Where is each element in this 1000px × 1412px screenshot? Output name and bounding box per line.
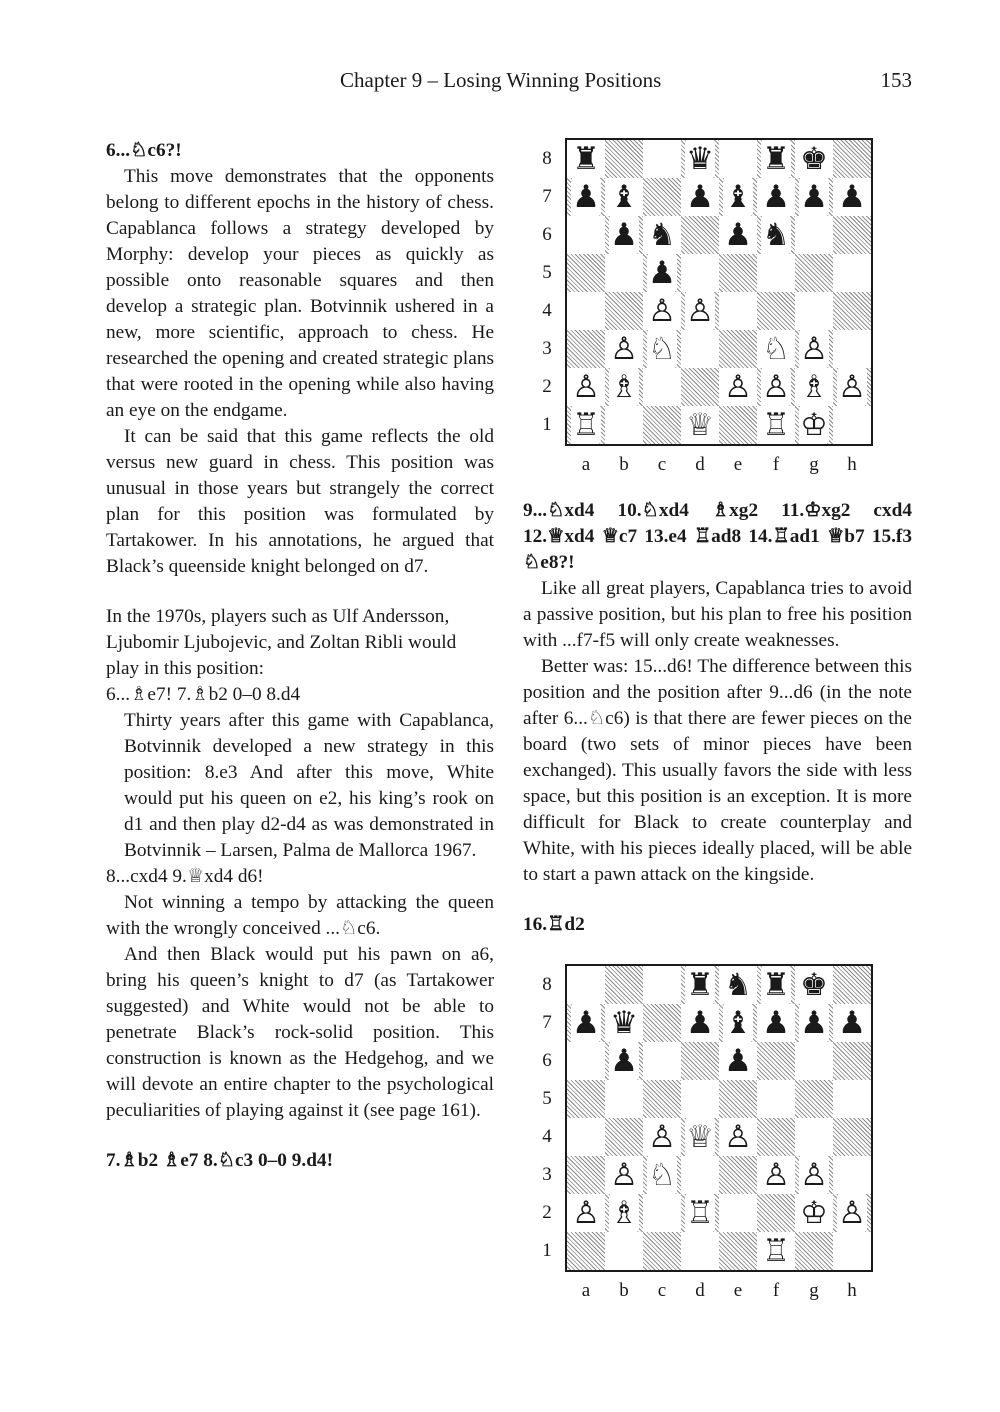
file-label: h xyxy=(847,1280,857,1301)
square-d1 xyxy=(681,1232,719,1270)
chess-piece: ♙ xyxy=(686,293,714,329)
square-a2 xyxy=(567,1194,605,1232)
square-e6 xyxy=(719,1042,757,1080)
file-label: e xyxy=(733,1280,743,1301)
square-g4 xyxy=(795,1118,833,1156)
chess-piece: ♟ xyxy=(800,179,828,215)
square-a4 xyxy=(567,292,605,330)
chess-piece: ♙ xyxy=(800,1157,828,1193)
square-h3 xyxy=(833,330,871,368)
square-f6 xyxy=(757,216,795,254)
chess-board xyxy=(565,138,873,446)
square-c8 xyxy=(643,966,681,1004)
rank-labels xyxy=(537,966,557,1270)
square-d5 xyxy=(681,254,719,292)
square-c2 xyxy=(643,1194,681,1232)
chess-piece: ♛ xyxy=(610,1005,638,1041)
right-column xyxy=(523,138,912,1304)
square-c6 xyxy=(643,216,681,254)
square-e6 xyxy=(719,216,757,254)
square-d4 xyxy=(681,1118,719,1156)
square-b5 xyxy=(605,254,643,292)
chess-piece: ♚ xyxy=(800,141,828,177)
rank-label: 5 xyxy=(542,1088,552,1109)
square-e4 xyxy=(719,292,757,330)
rank-label: 4 xyxy=(542,1126,552,1147)
square-e7 xyxy=(719,178,757,216)
square-h3 xyxy=(833,1156,871,1194)
square-h8 xyxy=(833,966,871,1004)
square-d5 xyxy=(681,1080,719,1118)
chess-piece: ♖ xyxy=(572,407,600,443)
chess-piece: ♙ xyxy=(838,1195,866,1231)
square-b4 xyxy=(605,1118,643,1156)
square-a8 xyxy=(567,140,605,178)
square-e1 xyxy=(719,1232,757,1270)
square-c4 xyxy=(643,292,681,330)
file-label: b xyxy=(619,454,629,475)
square-c3 xyxy=(643,1156,681,1194)
chess-piece: ♞ xyxy=(762,217,790,253)
square-f3 xyxy=(757,330,795,368)
move-heading: 7.♗b2 ♗e7 8.♘c3 0–0 9.d4! xyxy=(106,1150,333,1171)
square-c2 xyxy=(643,368,681,406)
chess-piece: ♛ xyxy=(686,141,714,177)
square-g7 xyxy=(795,178,833,216)
file-label: c xyxy=(657,1280,667,1301)
square-g6 xyxy=(795,1042,833,1080)
chess-piece: ♜ xyxy=(686,967,714,1003)
rank-label: 6 xyxy=(542,224,552,245)
page-header xyxy=(0,68,1000,98)
rank-label: 4 xyxy=(542,300,552,321)
chess-piece: ♝ xyxy=(724,1005,752,1041)
square-b4 xyxy=(605,292,643,330)
square-d7 xyxy=(681,1004,719,1042)
square-f2 xyxy=(757,368,795,406)
square-h1 xyxy=(833,406,871,444)
square-f4 xyxy=(757,1118,795,1156)
square-f7 xyxy=(757,1004,795,1042)
square-f1 xyxy=(757,406,795,444)
chess-piece: ♟ xyxy=(724,217,752,253)
square-b5 xyxy=(605,1080,643,1118)
square-e2 xyxy=(719,1194,757,1232)
chess-piece: ♚ xyxy=(800,967,828,1003)
square-a2 xyxy=(567,368,605,406)
chess-piece: ♙ xyxy=(800,331,828,367)
chess-piece: ♜ xyxy=(572,141,600,177)
square-g2 xyxy=(795,1194,833,1232)
chess-piece: ♙ xyxy=(724,369,752,405)
square-h5 xyxy=(833,1080,871,1118)
chess-piece: ♕ xyxy=(686,407,714,443)
chess-piece: ♖ xyxy=(762,1233,790,1269)
page-number: 153 xyxy=(880,68,912,92)
square-f8 xyxy=(757,966,795,1004)
square-f2 xyxy=(757,1194,795,1232)
chess-piece: ♗ xyxy=(610,369,638,405)
square-f6 xyxy=(757,1042,795,1080)
variation-note: Thirty years after this game with Capablanca, Botvinnik developed a new strategy in this position: 8.e3 And after this move, White would put his queen on e2, his king’s rook on d1 and then play d2-d4 as was demonstrated in Botvinnik – Larsen, Palma de Mallorca 1967. xyxy=(124,710,494,861)
chess-piece: ♟ xyxy=(838,1005,866,1041)
file-label: a xyxy=(581,454,591,475)
square-e2 xyxy=(719,368,757,406)
file-label: b xyxy=(619,1280,629,1301)
square-a3 xyxy=(567,1156,605,1194)
square-b2 xyxy=(605,1194,643,1232)
square-d7 xyxy=(681,178,719,216)
paragraph: And then Black would put his pawn on a6, bring his queen’s knight to d7 (as Tartakower suggested) and White would not be able to penetrate Black’s rock-solid position. This construction is known as the Hedgehog, and we will devote an entire chapter to the psychological peculiarities of playing against it (see page 161). xyxy=(106,944,494,1121)
variation-line: 8...cxd4 9.♕xd4 d6! xyxy=(106,866,264,887)
square-c3 xyxy=(643,330,681,368)
chess-piece: ♗ xyxy=(610,1195,638,1231)
square-f1 xyxy=(757,1232,795,1270)
rank-label: 2 xyxy=(542,1202,552,1223)
move-heading: 6...♘c6?! xyxy=(106,140,182,161)
square-d8 xyxy=(681,140,719,178)
square-f3 xyxy=(757,1156,795,1194)
square-a1 xyxy=(567,406,605,444)
square-b8 xyxy=(605,966,643,1004)
move-heading: 9...♘xd4 10.♘xd4 ♗xg2 11.♔xg2 cxd4 12.♕xd4 ♕c7 13.e4 ♖ad8 14.♖ad1 ♕b7 15.f3 ♘e8?! xyxy=(523,500,912,573)
square-c7 xyxy=(643,1004,681,1042)
rank-label: 5 xyxy=(542,262,552,283)
file-label: d xyxy=(695,454,705,475)
square-b6 xyxy=(605,1042,643,1080)
square-e5 xyxy=(719,1080,757,1118)
move-heading: 16.♖d2 xyxy=(523,914,585,935)
square-g3 xyxy=(795,1156,833,1194)
chess-piece: ♕ xyxy=(686,1119,714,1155)
chess-piece: ♙ xyxy=(610,331,638,367)
square-h4 xyxy=(833,292,871,330)
square-d4 xyxy=(681,292,719,330)
square-d3 xyxy=(681,1156,719,1194)
chess-piece: ♖ xyxy=(762,407,790,443)
rank-label: 3 xyxy=(542,1164,552,1185)
chess-piece: ♟ xyxy=(800,1005,828,1041)
square-a1 xyxy=(567,1232,605,1270)
chess-piece: ♙ xyxy=(572,369,600,405)
square-h7 xyxy=(833,1004,871,1042)
square-g8 xyxy=(795,140,833,178)
rank-label: 1 xyxy=(542,414,552,435)
square-b2 xyxy=(605,368,643,406)
square-b1 xyxy=(605,1232,643,1270)
chess-piece: ♙ xyxy=(572,1195,600,1231)
square-h4 xyxy=(833,1118,871,1156)
square-e8 xyxy=(719,140,757,178)
paragraph: Better was: 15...d6! The difference between this position and the position after 9...d6 (in the note after 6...♘c6) is that there are fewer pieces on the board (two sets of minor pieces have been exchanged). This usually favors the side with less space, but this position is an exception. It is more difficult for Black to create counterplay and White, with his pieces ideally placed, will be able to start a pawn attack on the kingside. xyxy=(523,656,912,885)
square-h2 xyxy=(833,368,871,406)
square-f7 xyxy=(757,178,795,216)
chess-piece: ♙ xyxy=(762,369,790,405)
chess-piece: ♟ xyxy=(762,179,790,215)
file-label: d xyxy=(695,1280,705,1301)
square-b6 xyxy=(605,216,643,254)
square-g5 xyxy=(795,1080,833,1118)
square-g8 xyxy=(795,966,833,1004)
square-a3 xyxy=(567,330,605,368)
file-labels xyxy=(567,452,913,478)
square-a8 xyxy=(567,966,605,1004)
file-label: h xyxy=(847,454,857,475)
rank-label: 1 xyxy=(542,1240,552,1261)
chess-piece: ♟ xyxy=(686,179,714,215)
chess-piece: ♟ xyxy=(572,179,600,215)
square-d6 xyxy=(681,1042,719,1080)
paragraph: In the 1970s, players such as Ulf Andersson, Ljubomir Ljubojevic, and Zoltan Ribli would play in this position: xyxy=(106,606,457,679)
square-c7 xyxy=(643,178,681,216)
chess-piece: ♟ xyxy=(610,1043,638,1079)
square-c5 xyxy=(643,254,681,292)
square-h1 xyxy=(833,1232,871,1270)
square-b7 xyxy=(605,178,643,216)
square-e8 xyxy=(719,966,757,1004)
square-c5 xyxy=(643,1080,681,1118)
file-label: g xyxy=(809,1280,819,1301)
square-d8 xyxy=(681,966,719,1004)
rank-labels xyxy=(537,140,557,444)
chess-piece: ♘ xyxy=(648,1157,676,1193)
paragraph: Not winning a tempo by attacking the queen with the wrongly conceived ...♘c6. xyxy=(106,892,494,939)
square-h6 xyxy=(833,1042,871,1080)
file-label: c xyxy=(657,454,667,475)
rank-label: 8 xyxy=(542,974,552,995)
square-a5 xyxy=(567,1080,605,1118)
rank-label: 2 xyxy=(542,376,552,397)
square-f5 xyxy=(757,1080,795,1118)
rank-label: 8 xyxy=(542,148,552,169)
chess-piece: ♞ xyxy=(648,217,676,253)
chess-piece: ♟ xyxy=(572,1005,600,1041)
square-b3 xyxy=(605,330,643,368)
file-label: g xyxy=(809,454,819,475)
square-b3 xyxy=(605,1156,643,1194)
rank-label: 7 xyxy=(542,1012,552,1033)
file-label: a xyxy=(581,1280,591,1301)
running-head: Chapter 9 – Losing Winning Positions xyxy=(340,68,662,92)
rank-label: 6 xyxy=(542,1050,552,1071)
square-h5 xyxy=(833,254,871,292)
chess-piece: ♔ xyxy=(800,407,828,443)
square-f4 xyxy=(757,292,795,330)
square-e7 xyxy=(719,1004,757,1042)
square-c1 xyxy=(643,406,681,444)
chess-piece: ♙ xyxy=(762,1157,790,1193)
chess-piece: ♖ xyxy=(686,1195,714,1231)
square-g6 xyxy=(795,216,833,254)
paragraph: This move demonstrates that the opponents belong to different epochs in the history of chess. Capablanca follows a strategy developed by Morphy: develop your pieces as quickly as possible onto reasonable squares and then develop a strategic plan. Botvinnik ushered in a new, more scientific, approach to chess. He researched the opening and created strategic plans that were rooted in the opening while also having an eye on the endgame. xyxy=(106,166,494,421)
square-a4 xyxy=(567,1118,605,1156)
square-g4 xyxy=(795,292,833,330)
square-g1 xyxy=(795,1232,833,1270)
square-g5 xyxy=(795,254,833,292)
square-h2 xyxy=(833,1194,871,1232)
square-e3 xyxy=(719,1156,757,1194)
file-label: e xyxy=(733,454,743,475)
rank-label: 7 xyxy=(542,186,552,207)
chess-piece: ♟ xyxy=(838,179,866,215)
paragraph: It can be said that this game reflects the old versus new guard in chess. This position was unusual in those years but strangely the correct plan for this position was formulated by Tartakower. In his annotations, he argued that Black’s queenside knight belonged on d7. xyxy=(106,426,494,577)
square-b1 xyxy=(605,406,643,444)
square-a6 xyxy=(567,1042,605,1080)
left-column xyxy=(106,138,494,1174)
square-a6 xyxy=(567,216,605,254)
square-b7 xyxy=(605,1004,643,1042)
square-e1 xyxy=(719,406,757,444)
chess-piece: ♟ xyxy=(610,217,638,253)
square-a7 xyxy=(567,178,605,216)
chess-diagram-1 xyxy=(523,138,913,478)
file-label: f xyxy=(772,1280,780,1301)
chess-piece: ♔ xyxy=(800,1195,828,1231)
square-c6 xyxy=(643,1042,681,1080)
chess-board xyxy=(565,964,873,1272)
square-a7 xyxy=(567,1004,605,1042)
paragraph: Like all great players, Capablanca tries to avoid a passive position, but his plan to free his position with ...f7-f5 will only create weaknesses. xyxy=(523,578,912,651)
square-c4 xyxy=(643,1118,681,1156)
square-c1 xyxy=(643,1232,681,1270)
square-d3 xyxy=(681,330,719,368)
chess-piece: ♙ xyxy=(724,1119,752,1155)
chess-piece: ♝ xyxy=(610,179,638,215)
square-e3 xyxy=(719,330,757,368)
file-label: f xyxy=(772,454,780,475)
square-d6 xyxy=(681,216,719,254)
square-g2 xyxy=(795,368,833,406)
square-g7 xyxy=(795,1004,833,1042)
square-d2 xyxy=(681,368,719,406)
chess-diagram-2 xyxy=(523,964,913,1304)
square-g1 xyxy=(795,406,833,444)
chess-piece: ♟ xyxy=(648,255,676,291)
square-f5 xyxy=(757,254,795,292)
square-d2 xyxy=(681,1194,719,1232)
chess-piece: ♙ xyxy=(838,369,866,405)
square-f8 xyxy=(757,140,795,178)
square-h7 xyxy=(833,178,871,216)
chess-piece: ♟ xyxy=(762,1005,790,1041)
square-e4 xyxy=(719,1118,757,1156)
square-e5 xyxy=(719,254,757,292)
square-b8 xyxy=(605,140,643,178)
chess-piece: ♘ xyxy=(762,331,790,367)
square-a5 xyxy=(567,254,605,292)
chess-piece: ♙ xyxy=(648,1119,676,1155)
chess-piece: ♜ xyxy=(762,967,790,1003)
file-labels xyxy=(567,1278,913,1304)
square-h8 xyxy=(833,140,871,178)
chess-piece: ♙ xyxy=(648,293,676,329)
rank-label: 3 xyxy=(542,338,552,359)
chess-piece: ♟ xyxy=(724,1043,752,1079)
square-c8 xyxy=(643,140,681,178)
chess-piece: ♟ xyxy=(686,1005,714,1041)
chess-piece: ♜ xyxy=(762,141,790,177)
square-d1 xyxy=(681,406,719,444)
square-h6 xyxy=(833,216,871,254)
chess-piece: ♙ xyxy=(610,1157,638,1193)
variation-line: 6...♗e7! 7.♗b2 0–0 8.d4 xyxy=(106,684,301,705)
chess-piece: ♝ xyxy=(724,179,752,215)
chess-piece: ♞ xyxy=(724,967,752,1003)
square-g3 xyxy=(795,330,833,368)
chess-piece: ♗ xyxy=(800,369,828,405)
chess-piece: ♘ xyxy=(648,331,676,367)
